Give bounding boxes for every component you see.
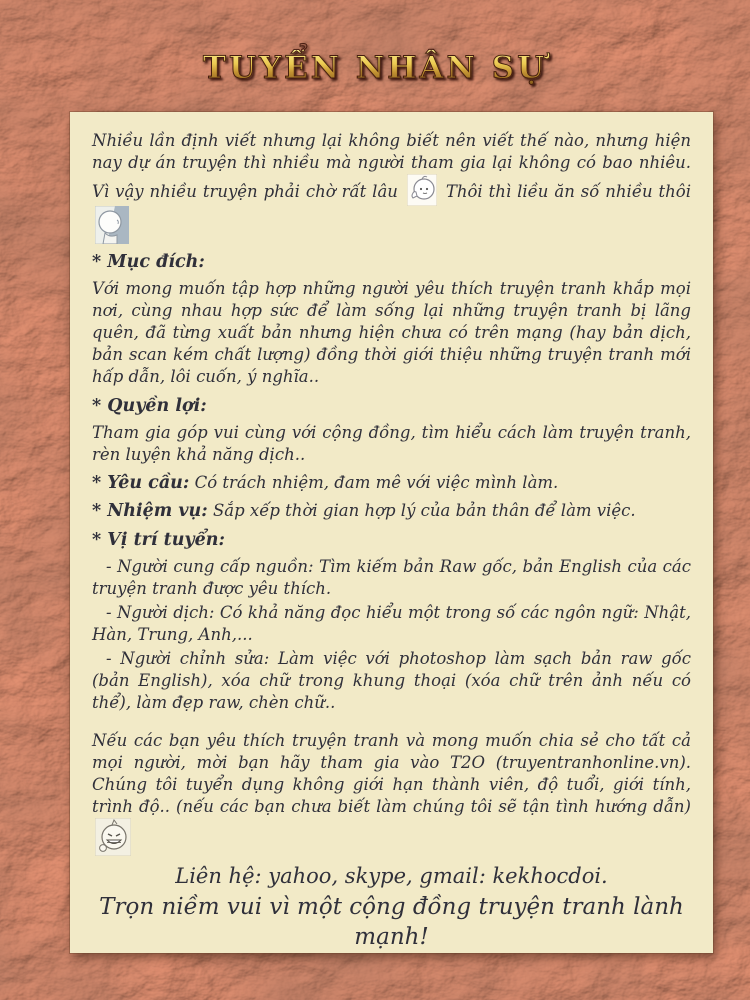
section-nhiem-vu <box>92 500 691 522</box>
waving-chibi-emoticon <box>407 174 437 206</box>
section-body-nhiem-vu: Sắp xếp thời gian hợp lý của bản thân để làm việc. <box>212 501 636 520</box>
contact-line: Liên hệ: yahoo, skype, gmail: kekhocdoi. <box>175 864 608 888</box>
section-yeu-cau <box>92 472 691 494</box>
section-heading-muc-dich: * Mục đích: <box>92 252 205 272</box>
section-body-yeu-cau: Có trách nhiệm, đam mê với việc mình làm. <box>194 473 559 492</box>
intro-text-2: Thôi thì liều ăn số nhiều thôi <box>445 182 692 201</box>
page-title: TUYỂN NHÂN SỰ <box>0 50 750 86</box>
intro-text-1: Nhiều lần định viết nhưng lại không biết nên viết thế nào, nhưng hiện nay dự án truyện thì nhiều mà người tham gia lại không có bao nhiêu. Vì vậy nhiều truyện phải chờ rất lâu <box>92 131 691 201</box>
position-item-chinh-sua: - Người chỉnh sửa: Làm việc với photoshop làm sạch bản raw gốc (bản English), xóa chữ trong khung thoại (xóa chữ trên ảnh nếu có thể), làm đẹp raw, chèn chữ.. <box>92 649 691 712</box>
slogan-line: Trọn niềm vui vì một cộng đồng truyện tranh lành mạnh! <box>99 894 684 950</box>
section-body-muc-dich: Với mong muốn tập hợp những người yêu thích truyện tranh khắp mọi nơi, cùng nhau hợp sức để làm sống lại những truyện tranh bị lãng quên, đã từng xuất bản nhưng hiện chưa có trên mạng (hay bản dịch, bản scan kém chất lượng) đồng thời giới thiệu những truyện tranh mới hấp dẫn, lôi cuốn, ý nghĩa.. <box>92 279 691 386</box>
section-heading-yeu-cau: * Yêu cầu: <box>92 473 190 493</box>
position-item-nguon: - Người cung cấp nguồn: Tìm kiếm bản Raw gốc, bản English của các truyện tranh được yêu thích. <box>92 557 691 598</box>
section-body-quyen-loi: Tham gia góp vui cùng với cộng đồng, tìm hiểu cách làm truyện tranh, rèn luyện khả năng dịch.. <box>92 423 691 464</box>
position-item-dich: - Người dịch: Có khả năng đọc hiểu một trong số các ngôn ngữ: Nhật, Hàn, Trung, Anh,... <box>92 603 691 644</box>
sulking-chibi-emoticon <box>95 206 129 244</box>
section-heading-vi-tri: * Vị trí tuyển: <box>92 530 225 550</box>
intro-paragraph <box>92 130 691 244</box>
recruitment-panel <box>70 112 713 953</box>
section-heading-quyen-loi: * Quyền lợi: <box>92 396 207 416</box>
grinning-chibi-emoticon <box>95 818 131 856</box>
outro-paragraph <box>92 730 691 856</box>
section-heading-nhiem-vu: * Nhiệm vụ: <box>92 501 208 521</box>
outro-text: Nếu các bạn yêu thích truyện tranh và mong muốn chia sẻ cho tất cả mọi người, mời bạn hãy tham gia vào T2O (truyentranhonline.vn). Chúng tôi tuyển dụng không giới hạn thành viên, độ tuổi, giới tính, trình độ.. (nếu các bạn chưa biết làm chúng tôi sẽ tận tình hướng dẫn) <box>92 731 691 816</box>
